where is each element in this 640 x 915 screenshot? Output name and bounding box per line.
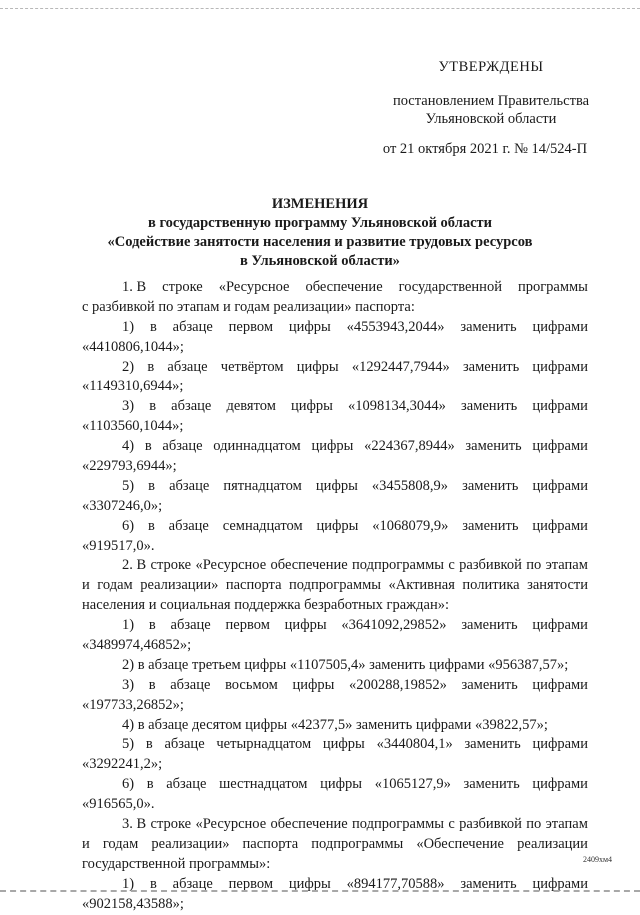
text-line — [82, 676, 588, 696]
word: 5) — [122, 477, 135, 494]
text-line: «916565,0». — [82, 796, 155, 813]
approval-line-2: Ульяновской области — [425, 111, 557, 127]
text-line: государственной программы»: — [82, 855, 271, 872]
title-line-2: в государственную программу Ульяновской области — [147, 215, 492, 231]
word: девятом — [226, 398, 276, 415]
word: «1068079,9» — [372, 517, 449, 534]
word: цифры — [315, 477, 358, 494]
approval-stamp — [386, 58, 596, 76]
word: «224367,8944» — [364, 438, 455, 455]
text-line: с разбивкой по этапам и годам реализации» паспорта: — [82, 298, 415, 315]
word: цифры — [311, 438, 354, 455]
footer-code: 2409хм4 — [582, 855, 612, 864]
word: реализации» — [151, 835, 230, 852]
text-line — [82, 616, 588, 636]
word: разбивкой — [459, 557, 522, 574]
word: цифрами — [532, 676, 588, 693]
word: разбивкой — [459, 816, 522, 833]
text-line — [82, 477, 588, 497]
word: одиннадцатом — [213, 438, 301, 455]
word: шестнадцатом — [219, 776, 308, 793]
word: строке — [162, 279, 203, 295]
word: в — [147, 517, 155, 534]
word: «4553943,2044» — [346, 318, 445, 335]
word: абзаце — [162, 438, 203, 455]
word: цифры — [316, 517, 359, 534]
title-line-3: «Содействие занятости населения и развитие трудовых ресурсов — [107, 234, 533, 250]
word: «894177,70588» — [346, 875, 445, 892]
word: паспорта — [225, 577, 282, 594]
word: 6) — [122, 517, 135, 534]
word: обеспечение — [305, 279, 383, 295]
word: «3440804,1» — [376, 736, 453, 753]
word: в — [145, 736, 153, 753]
document-body — [82, 278, 588, 915]
word: этапам — [545, 557, 588, 574]
word: программы — [517, 279, 588, 295]
text-line — [82, 358, 588, 378]
text-line: «4410806,1044»; — [82, 338, 184, 355]
word: абзаце — [164, 736, 205, 753]
word: первом — [228, 875, 274, 892]
word: первом — [228, 318, 274, 335]
word: в — [149, 875, 157, 892]
word: и — [82, 835, 90, 852]
text-line: «1103560,1044»; — [82, 418, 184, 435]
word: цифры — [296, 358, 339, 375]
word: 5) — [122, 736, 135, 753]
word: заменить — [460, 318, 517, 335]
word: абзаце — [167, 358, 208, 375]
word: «1098134,3044» — [348, 398, 446, 415]
title-line-4: в Ульяновской области» — [240, 253, 400, 269]
word: заменить — [460, 875, 517, 892]
text-line: «1149310,6944»; — [82, 378, 184, 395]
word: 1. В — [122, 279, 147, 295]
text-line — [82, 556, 588, 576]
word: в — [148, 617, 156, 634]
text-line: «3292241,2»; — [82, 756, 163, 773]
word: цифры — [322, 736, 365, 753]
word: по — [526, 816, 542, 833]
text-line — [82, 735, 588, 755]
word: цифрами — [532, 776, 588, 793]
text-line: «3489974,46852»; — [82, 637, 192, 654]
text-line: «919517,0». — [82, 537, 155, 554]
word: подпрограммы — [352, 557, 445, 574]
word: подпрограммы — [311, 835, 404, 852]
word: обеспечение — [270, 816, 348, 833]
word: реализации» — [140, 577, 219, 594]
word: абзаце — [170, 676, 211, 693]
scan-edge-top — [0, 8, 640, 10]
word: абзаце — [170, 617, 211, 634]
text-line — [82, 815, 588, 835]
text-line: населения и социальная поддержка безработных граждан»: — [82, 597, 450, 614]
word: в — [149, 318, 157, 335]
word: с — [448, 557, 455, 574]
word: подпрограммы — [352, 816, 445, 833]
word: абзаце — [168, 517, 209, 534]
text-line — [82, 517, 588, 537]
word: и — [82, 577, 90, 594]
word: «1292447,7944» — [351, 358, 450, 375]
approval-date-block — [370, 140, 600, 158]
word: четырнадцатом — [216, 736, 312, 753]
word: абзаце — [171, 398, 212, 415]
word: заменить — [465, 438, 522, 455]
title-line-1: ИЗМЕНЕНИЯ — [271, 196, 369, 212]
word: абзаце — [172, 875, 213, 892]
word: цифрами — [532, 477, 588, 494]
word: 6) — [122, 776, 135, 793]
approval-by — [386, 92, 596, 128]
word: цифрами — [532, 617, 588, 634]
approval-date: от 21 октября 2021 г. № 14/524-П — [382, 141, 588, 157]
word: по — [526, 557, 542, 574]
word: цифрами — [532, 358, 588, 375]
word: в — [148, 477, 156, 494]
text-line — [82, 835, 588, 855]
word: заменить — [461, 398, 518, 415]
word: «1065127,9» — [374, 776, 451, 793]
word: этапам — [545, 816, 588, 833]
word: цифры — [292, 676, 335, 693]
word: цифрами — [532, 398, 588, 415]
text-line — [82, 576, 588, 596]
word: цифрами — [532, 875, 588, 892]
word: цифры — [291, 398, 333, 415]
word: годам — [97, 577, 133, 594]
word: цифрами — [532, 318, 588, 335]
word: цифрами — [532, 517, 588, 534]
text-line: 4) в абзаце десятом цифры «42377,5» заменить цифрами «39822,57»; — [122, 716, 548, 733]
text-line: 2) в абзаце третьем цифры «1107505,4» заменить цифрами «956387,57»; — [122, 656, 569, 673]
word: цифры — [320, 776, 363, 793]
word: абзаце — [172, 318, 213, 335]
text-line: «197733,26852»; — [82, 696, 184, 713]
approval-line-1: постановлением Правительства — [392, 93, 590, 109]
word: занятости — [527, 577, 588, 594]
word: государственной — [398, 279, 502, 295]
word: «Ресурсное — [218, 279, 290, 295]
word: пятнадцатом — [223, 477, 302, 494]
word: заменить — [461, 617, 518, 634]
word: цифры — [288, 875, 331, 892]
word: заменить — [461, 676, 518, 693]
word: в — [148, 676, 156, 693]
word: политика — [462, 577, 520, 594]
scan-edge-bottom — [0, 890, 640, 894]
word: 4) — [122, 438, 135, 455]
word: обеспечение — [270, 557, 348, 574]
text-line — [82, 437, 588, 457]
text-line — [82, 775, 588, 795]
word: цифры — [284, 617, 327, 634]
word: в — [147, 358, 155, 375]
word: «Активная — [388, 577, 455, 594]
word: паспорта — [242, 835, 299, 852]
word: четвёртом — [220, 358, 284, 375]
word: в — [149, 398, 157, 415]
word: заменить — [464, 736, 521, 753]
document-title — [60, 195, 580, 271]
word: абзаце — [166, 776, 207, 793]
word: в — [144, 438, 152, 455]
text-line — [82, 397, 588, 417]
word: цифрами — [532, 736, 588, 753]
word: первом — [225, 617, 270, 634]
word: «Ресурсное — [195, 557, 267, 574]
word: 3) — [122, 676, 135, 693]
text-line: «902158,43588»; — [82, 895, 184, 912]
word: заменить — [462, 517, 519, 534]
word: в — [146, 776, 154, 793]
word: 1) — [122, 617, 135, 634]
word: с — [448, 816, 455, 833]
word: «Обеспечение — [416, 835, 504, 852]
word: «Ресурсное — [195, 816, 267, 833]
word: «200288,19852» — [349, 676, 447, 693]
text-line: «229793,6944»; — [82, 458, 177, 475]
word: заменить — [463, 776, 520, 793]
word: 3. В — [122, 816, 147, 833]
word: «3455808,9» — [371, 477, 449, 494]
word: 3) — [122, 398, 135, 415]
word: 2) — [122, 358, 135, 375]
word: подпрограммы — [289, 577, 381, 594]
word: цифры — [288, 318, 331, 335]
word: строке — [150, 816, 192, 833]
word: 1) — [122, 318, 135, 335]
word: заменить — [462, 358, 520, 375]
approval-heading: УТВЕРЖДЕНЫ — [438, 59, 544, 75]
word: цифрами — [532, 438, 588, 455]
word: 1) — [122, 875, 135, 892]
word: реализации — [517, 835, 588, 852]
word: 2. В — [122, 557, 147, 574]
word: годам — [102, 835, 139, 852]
word: «3641092,29852» — [341, 617, 447, 634]
word: абзаце — [169, 477, 210, 494]
word: строке — [150, 557, 192, 574]
word: семнадцатом — [222, 517, 303, 534]
word: восьмом — [225, 676, 278, 693]
text-line — [82, 318, 588, 338]
word: заменить — [462, 477, 519, 494]
text-line — [82, 278, 588, 298]
text-line: «3307246,0»; — [82, 497, 163, 514]
